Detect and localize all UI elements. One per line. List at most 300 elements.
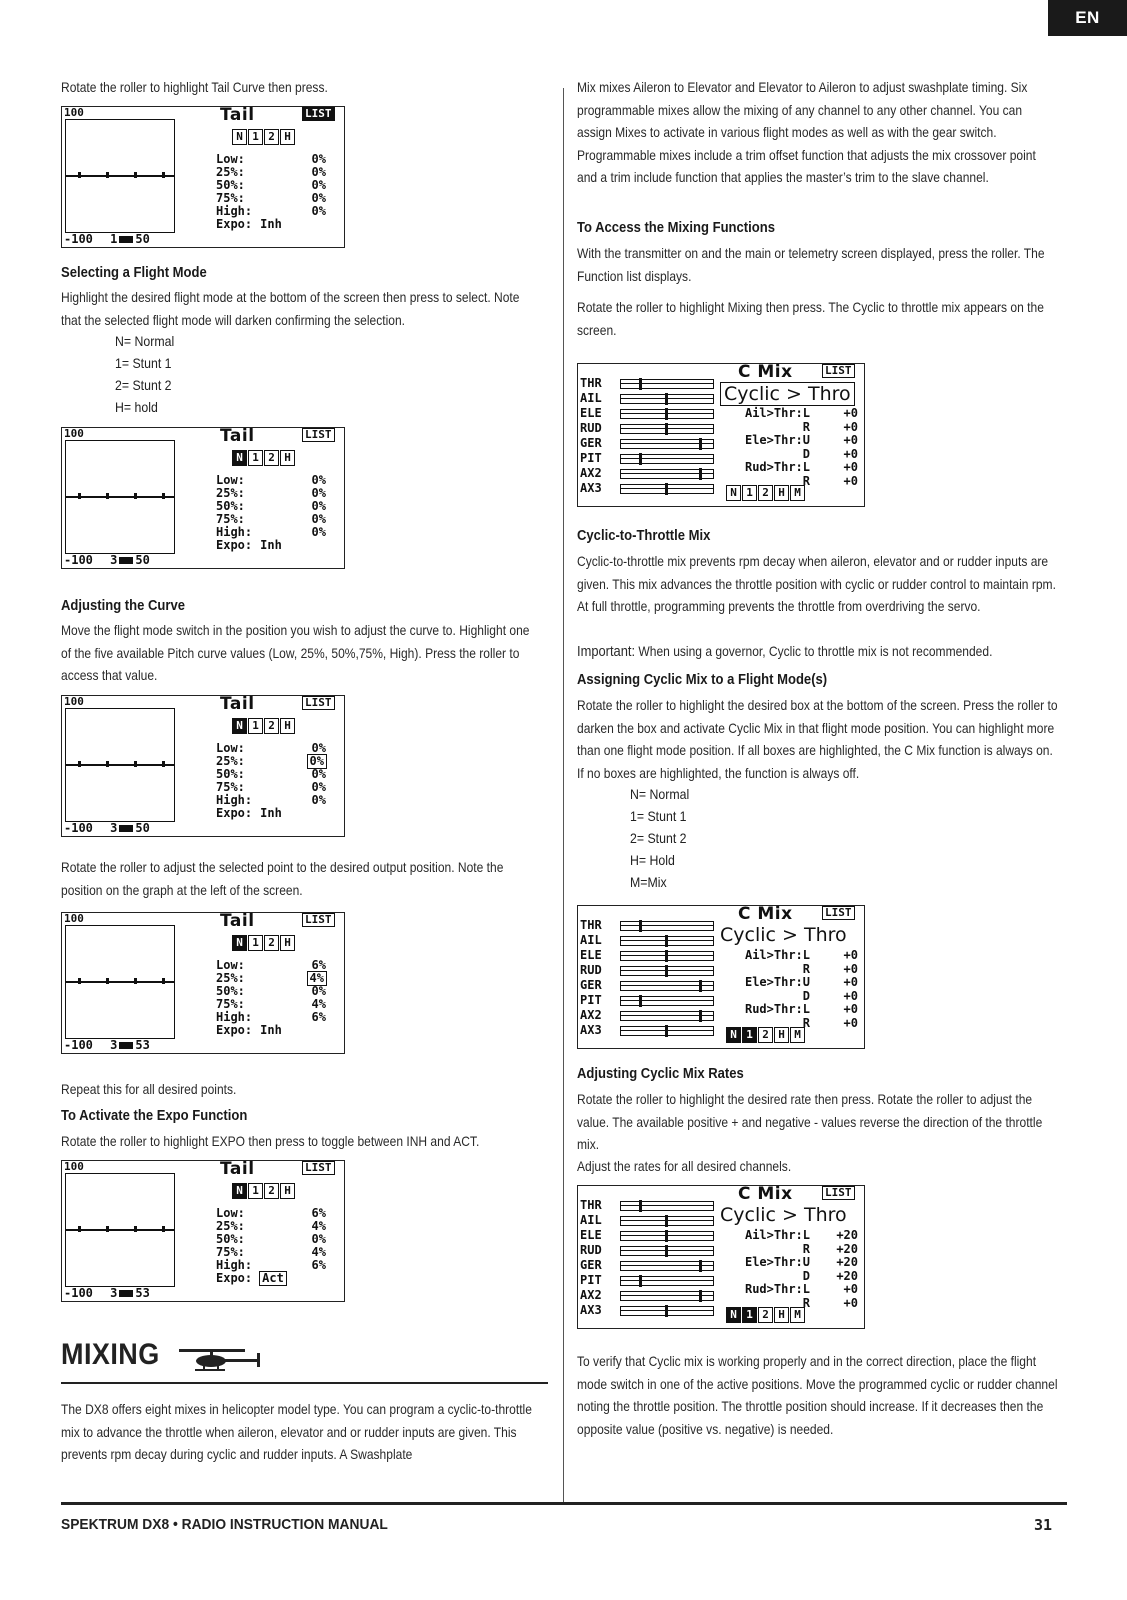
channel-bar: [620, 921, 714, 931]
list-button[interactable]: LIST: [302, 107, 335, 121]
position-readout: [64, 1038, 150, 1052]
channel-bar: [620, 379, 714, 389]
curve-point-value[interactable]: 0%: [311, 780, 326, 794]
curve-point-label: Low:: [216, 473, 245, 487]
flight-mode-box[interactable]: H: [280, 129, 295, 145]
flight-mode-box[interactable]: 2: [264, 129, 279, 145]
assign-text: Rotate the roller to highlight the desired box at the bottom of the screen. Press the roller to darken the box and activate Cyclic Mix in that flight mode position. You can highlight more than one flight mode position. If all boxes are highlighted, the C Mix function is always on. If no boxes are highlighted, the function is always off.: [577, 697, 1058, 781]
tail-curve-screen-5: [61, 1160, 345, 1302]
channel-label: RUD: [580, 421, 602, 435]
curve-point-value[interactable]: 4%: [311, 1219, 326, 1233]
flight-mode-box[interactable]: H: [774, 1027, 789, 1043]
flight-mode-box[interactable]: N: [232, 935, 247, 951]
mix-rate-value[interactable]: +0: [843, 961, 858, 976]
list-button[interactable]: LIST: [302, 913, 335, 927]
list-button[interactable]: LIST: [822, 364, 855, 378]
channel-bar: [620, 966, 714, 976]
cmix-screen-3: [577, 1185, 865, 1329]
verify-text: To verify that Cyclic mix is working properly and in the correct direction, place the flight mode switch in one of the active positions. Move the programmed cyclic or rudder channel noting the throttle position. The throttle position should increase. If it decreases then the opposite value (positive vs. negative) is needed.: [577, 1353, 1058, 1437]
curve-point-label: Low:: [216, 741, 245, 755]
curve-point: [106, 1226, 109, 1232]
expo-heading: To Activate the Expo Function: [61, 1108, 248, 1124]
mix-rate-value[interactable]: +0: [843, 473, 858, 488]
screen-title: Tail: [220, 106, 255, 125]
curve-line: [66, 981, 174, 983]
mix-rate-value[interactable]: +20: [836, 1268, 858, 1283]
curve-point-label: High:: [216, 1258, 253, 1272]
curve-point-label: 25%:: [216, 165, 245, 179]
curve-point-label: 25%:: [216, 754, 245, 768]
output-value: 50: [135, 232, 150, 246]
mix-rate-label: Ele>Thr:U: [744, 433, 810, 448]
curve-graph: [65, 1173, 175, 1287]
flight-mode-selector: [232, 1183, 295, 1199]
curve-point-value[interactable]: 0%: [311, 499, 326, 513]
channel-bar: [620, 1246, 714, 1256]
y-max-label: 100: [64, 695, 84, 708]
y-max-label: 100: [64, 427, 84, 440]
curve-point-value[interactable]: 4%: [311, 1245, 326, 1259]
channel-bar: [620, 424, 714, 434]
curve-point-label: 50%:: [216, 984, 245, 998]
arrow-icon: [119, 825, 133, 832]
mix-mode-stunt1: 1= Stunt 1: [630, 808, 687, 824]
curve-point-label: 75%:: [216, 512, 245, 526]
tail-curve-intro: Rotate the roller to highlight Tail Curve then press.: [61, 79, 328, 95]
curve-values: [216, 959, 326, 1037]
mix-mode-hold: H= Hold: [630, 852, 675, 868]
mix-rates: [718, 407, 858, 489]
curve-point: [78, 761, 81, 767]
curve-point-value[interactable]: 0%: [311, 512, 326, 526]
arrow-icon: [119, 236, 133, 243]
mix-description: Mix mixes Aileron to Elevator and Elevator to Aileron to adjust swashplate timing. Six programmable mixes allow the mixing of any channel to any other channel. You can assign Mixes to activate in various flight modes as well as with the gear switch. Programmable mixes include a trim offset function that adjusts the mix crossover point and a trim include function that applies the master’s trim to the slave channel.: [577, 79, 1036, 185]
stick-position: 3: [110, 821, 118, 835]
curve-point-label: Low:: [216, 152, 245, 166]
mixing-title-text: MIXING: [61, 1338, 160, 1371]
curve-point-value[interactable]: 4%: [309, 971, 324, 985]
mix-rate-label: R: [802, 473, 810, 488]
flight-mode-box[interactable]: H: [280, 1183, 295, 1199]
mix-rate-value[interactable]: +0: [843, 460, 858, 475]
curve-point: [106, 761, 109, 767]
expo-label: Expo:: [216, 538, 253, 552]
mix-mode-stunt2: 2= Stunt 2: [630, 830, 687, 846]
rates-text: Rotate the roller to highlight the desired rate then press. Rotate the roller to adjust the value. The available positive + and negative - values reverse the direction of the throttle mix.: [577, 1091, 1043, 1152]
mix-rate-label: R: [802, 1241, 810, 1256]
y-min-label: -100: [64, 1038, 93, 1052]
channel-bar: [620, 1276, 714, 1286]
curve-point: [78, 493, 81, 499]
curve-point: [134, 1226, 137, 1232]
expo-value[interactable]: Act: [262, 1271, 284, 1285]
curve-point-value[interactable]: 0%: [311, 793, 326, 807]
mix-mode-normal: N= Normal: [630, 786, 690, 802]
channel-label: AIL: [580, 1213, 602, 1227]
curve-graph: [65, 440, 175, 554]
channel-bar: [620, 1026, 714, 1036]
flight-mode-box[interactable]: 1: [742, 485, 757, 501]
expo-label: Expo:: [216, 217, 253, 231]
position-readout: [64, 232, 150, 246]
mix-rate-value[interactable]: +0: [843, 988, 858, 1003]
mix-rate-value[interactable]: +0: [843, 975, 858, 990]
curve-point-value[interactable]: 6%: [311, 1010, 326, 1024]
mix-rate-value[interactable]: +0: [843, 1015, 858, 1030]
flight-mode-box[interactable]: 1: [248, 718, 263, 734]
channel-label: AX2: [580, 1008, 602, 1022]
y-min-label: -100: [64, 821, 93, 835]
expo-value[interactable]: Inh: [260, 806, 282, 820]
tail-curve-screen-4: [61, 912, 345, 1054]
y-min-label: -100: [64, 232, 93, 246]
curve-point: [106, 172, 109, 178]
cmix-screen-2: [577, 905, 865, 1049]
column-divider: [563, 88, 564, 1502]
curve-point: [162, 493, 165, 499]
flight-mode-box[interactable]: N: [232, 1183, 247, 1199]
flight-mode-text: Highlight the desired flight mode at the bottom of the screen then press to select. Note that the selected flight mode will darken confirming the selection.: [61, 289, 520, 328]
adjust-curve-heading: Adjusting the Curve: [61, 598, 185, 614]
curve-point: [134, 172, 137, 178]
curve-point-value[interactable]: 6%: [311, 1258, 326, 1272]
curve-point-label: High:: [216, 204, 253, 218]
expo-text: Rotate the roller to highlight EXPO then press to toggle between INH and ACT.: [61, 1133, 480, 1149]
mix-rate-label: R: [802, 961, 810, 976]
flight-mode-box[interactable]: 2: [264, 1183, 279, 1199]
ctm-heading: Cyclic-to-Throttle Mix: [577, 528, 711, 544]
channel-label: RUD: [580, 1243, 602, 1257]
flight-mode-box[interactable]: 2: [758, 1307, 773, 1323]
expo-label: Expo:: [216, 1271, 253, 1285]
curve-point-label: 50%:: [216, 767, 245, 781]
flight-mode-selector: [726, 1027, 805, 1043]
mix-rate-label: Ail>Thr:L: [744, 406, 810, 420]
curve-point-value[interactable]: 0%: [311, 178, 326, 192]
curve-point-label: 50%:: [216, 1232, 245, 1246]
curve-point-value[interactable]: 0%: [311, 525, 326, 539]
curve-graph: [65, 119, 175, 233]
language-tab: EN: [1048, 0, 1127, 36]
screen-title: Tail: [220, 912, 255, 931]
important-text: When using a governor, Cyclic to throttle mix is not recommended.: [635, 643, 993, 659]
curve-point: [78, 978, 81, 984]
curve-point: [162, 172, 165, 178]
channel-bar: [620, 1201, 714, 1211]
channel-label: AX3: [580, 1303, 602, 1317]
ctm-text: Cyclic-to-throttle mix prevents rpm decay when aileron, elevator and or rudder inputs are given. This mix advances the throttle position with cyclic or rudder control to maintain rpm. At full throttle, programming prevents the throttle from overdriving the servo.: [577, 553, 1056, 614]
mixing-intro-text: The DX8 offers eight mixes in helicopter model type. You can program a cyclic-to-throttle mix to advance the throttle when aileron, elevator and or rudder inputs are given. This prevents rpm decay during cyclic and rudder inputs. A Swashplate: [61, 1401, 532, 1462]
mix-rate-value[interactable]: +0: [843, 1295, 858, 1310]
tail-curve-screen-1: [61, 106, 345, 248]
rates-text2: Adjust the rates for all desired channels.: [577, 1158, 792, 1174]
footer-rule: [61, 1502, 1067, 1505]
tail-curve-screen-2: [61, 427, 345, 569]
channel-bar: [620, 484, 714, 494]
arrow-icon: [119, 1290, 133, 1297]
rates-heading: Adjusting Cyclic Mix Rates: [577, 1066, 744, 1082]
curve-line: [66, 1229, 174, 1231]
flight-mode-selector: [232, 129, 295, 145]
mix-rate-label: D: [802, 446, 810, 461]
expo-value[interactable]: Inh: [260, 217, 282, 231]
flight-mode-box[interactable]: H: [280, 718, 295, 734]
screen-title: Tail: [220, 695, 255, 714]
curve-point-value[interactable]: 0%: [311, 165, 326, 179]
mix-rate-value[interactable]: +0: [843, 948, 858, 962]
channel-label: ELE: [580, 406, 602, 420]
flight-mode-selector: [232, 935, 295, 951]
adjust-curve-text: Move the flight mode switch in the position you wish to adjust the curve to. Highlight one of the five available Pitch curve values (Low, 25%, 50%,75%, High). Press the roller to access that value.: [61, 622, 530, 683]
mix-mode-mix: M=Mix: [630, 874, 667, 890]
mix-type-selector[interactable]: Cyclic > Thro: [720, 924, 847, 946]
channel-bar: [620, 1291, 714, 1301]
screen-title: C Mix: [738, 363, 793, 382]
stick-position: 3: [110, 1038, 118, 1052]
channel-label: AX3: [580, 1023, 602, 1037]
channel-bar: [620, 981, 714, 991]
channel-label: THR: [580, 1198, 602, 1212]
curve-point: [134, 493, 137, 499]
curve-point-value[interactable]: 0%: [311, 204, 326, 218]
assign-heading: Assigning Cyclic Mix to a Flight Mode(s): [577, 672, 828, 688]
curve-line: [66, 175, 174, 177]
channel-bar: [620, 1231, 714, 1241]
channel-label: AIL: [580, 391, 602, 405]
curve-point-value[interactable]: 0%: [309, 754, 324, 768]
channel-label: PIT: [580, 993, 602, 1007]
curve-line: [66, 764, 174, 766]
curve-values: [216, 742, 326, 820]
mix-rate-label: Rud>Thr:L: [744, 1002, 810, 1017]
list-button[interactable]: LIST: [822, 906, 855, 920]
access-mixing-text1: With the transmitter on and the main or telemetry screen displayed, press the roller. The Function list displays.: [577, 245, 1045, 284]
mix-rate-value[interactable]: +0: [843, 419, 858, 434]
mix-rate-label: R: [802, 1015, 810, 1030]
channel-label: PIT: [580, 451, 602, 465]
curve-point-label: 25%:: [216, 486, 245, 500]
channel-label: THR: [580, 376, 602, 390]
curve-point-label: 75%:: [216, 191, 245, 205]
mix-rates: [718, 949, 858, 1031]
flight-mode-box[interactable]: H: [280, 450, 295, 466]
flight-mode-box[interactable]: M: [790, 1307, 805, 1323]
channel-label: ELE: [580, 1228, 602, 1242]
list-button[interactable]: LIST: [302, 696, 335, 710]
flight-mode-box[interactable]: 2: [264, 718, 279, 734]
curve-point: [162, 978, 165, 984]
flight-mode-box[interactable]: N: [726, 1307, 741, 1323]
curve-point: [106, 978, 109, 984]
flight-mode-box[interactable]: 1: [248, 129, 263, 145]
list-button[interactable]: LIST: [302, 428, 335, 442]
curve-point-value[interactable]: 4%: [311, 997, 326, 1011]
mix-rate-label: Rud>Thr:L: [744, 460, 810, 475]
curve-point-value[interactable]: 6%: [311, 958, 326, 972]
channel-label: ELE: [580, 948, 602, 962]
flight-mode-box[interactable]: N: [726, 1027, 741, 1043]
curve-values: [216, 153, 326, 231]
curve-point-value[interactable]: 6%: [311, 1206, 326, 1220]
stick-position: 3: [110, 553, 118, 567]
curve-values: [216, 474, 326, 552]
mix-rate-label: Ail>Thr:L: [744, 1228, 810, 1242]
mix-rate-value[interactable]: +20: [836, 1241, 858, 1256]
mix-rate-value[interactable]: +0: [843, 433, 858, 448]
curve-point-label: 25%:: [216, 1219, 245, 1233]
curve-graph: [65, 925, 175, 1039]
mix-rate-value[interactable]: +0: [843, 1002, 858, 1017]
flight-mode-box[interactable]: 1: [248, 450, 263, 466]
position-readout: [64, 553, 150, 567]
curve-point-label: 50%:: [216, 499, 245, 513]
expo-label: Expo:: [216, 1023, 253, 1037]
list-button[interactable]: LIST: [822, 1186, 855, 1200]
mix-type-selector[interactable]: Cyclic > Thro: [720, 1204, 847, 1226]
page-number: 31: [1034, 1516, 1053, 1534]
screen-title: Tail: [220, 427, 255, 446]
curve-point-value[interactable]: 0%: [311, 486, 326, 500]
channel-bar: [620, 469, 714, 479]
mix-rate-value[interactable]: +20: [836, 1255, 858, 1270]
mix-rate-value[interactable]: +0: [843, 406, 858, 420]
curve-point-label: 75%:: [216, 1245, 245, 1259]
mix-rate-label: Ele>Thr:U: [744, 975, 810, 990]
channel-label: GER: [580, 1258, 602, 1272]
mix-rate-value[interactable]: +0: [843, 446, 858, 461]
flight-mode-box[interactable]: 2: [758, 1027, 773, 1043]
flight-mode-box[interactable]: 1: [248, 1183, 263, 1199]
y-min-label: -100: [64, 553, 93, 567]
mix-rate-label: Ele>Thr:U: [744, 1255, 810, 1270]
curve-line: [66, 496, 174, 498]
expo-value[interactable]: Inh: [260, 538, 282, 552]
flight-mode-box[interactable]: 1: [248, 935, 263, 951]
curve-point: [162, 761, 165, 767]
mix-rate-label: Ail>Thr:L: [744, 948, 810, 962]
channel-label: AIL: [580, 933, 602, 947]
position-readout: [64, 821, 150, 835]
channel-bar: [620, 394, 714, 404]
channel-label: AX2: [580, 1288, 602, 1302]
channel-bar: [620, 1011, 714, 1021]
flight-mode-box[interactable]: 1: [742, 1307, 757, 1323]
flight-mode-box[interactable]: H: [774, 485, 789, 501]
important-note: [577, 640, 1059, 664]
mix-rate-label: R: [802, 1295, 810, 1310]
screen-title: C Mix: [738, 905, 793, 924]
mixing-rule: [61, 1382, 548, 1384]
stick-position: 3: [110, 1286, 118, 1300]
curve-point-value[interactable]: 0%: [311, 984, 326, 998]
rotate-text: Rotate the roller to adjust the selected point to the desired output position. Note the position on the graph at the left of the screen.: [61, 859, 504, 898]
channel-label: GER: [580, 978, 602, 992]
flight-mode-box[interactable]: N: [232, 450, 247, 466]
flight-mode-box[interactable]: N: [726, 485, 741, 501]
repeat-text: Repeat this for all desired points.: [61, 1081, 237, 1097]
curve-point-label: 25%:: [216, 971, 245, 985]
curve-point-value[interactable]: 0%: [311, 473, 326, 487]
flight-mode-box[interactable]: 2: [264, 450, 279, 466]
mix-rate-label: D: [802, 988, 810, 1003]
curve-point-value[interactable]: 0%: [311, 767, 326, 781]
curve-point-label: High:: [216, 793, 253, 807]
expo-value[interactable]: Inh: [260, 1023, 282, 1037]
mix-rate-value[interactable]: +20: [836, 1228, 858, 1242]
flight-mode-selector: [232, 718, 295, 734]
curve-point: [162, 1226, 165, 1232]
flight-mode-box[interactable]: 2: [758, 485, 773, 501]
channel-label: THR: [580, 918, 602, 932]
flight-mode-box[interactable]: M: [790, 485, 805, 501]
channel-bar: [620, 1216, 714, 1226]
flight-mode-box[interactable]: H: [774, 1307, 789, 1323]
flight-mode-stunt2: 2= Stunt 2: [115, 377, 172, 393]
curve-point: [78, 172, 81, 178]
channel-bar: [620, 409, 714, 419]
y-max-label: 100: [64, 1160, 84, 1173]
mix-rate-value[interactable]: +0: [843, 1282, 858, 1297]
curve-point-label: 75%:: [216, 997, 245, 1011]
channel-label: PIT: [580, 1273, 602, 1287]
access-mixing-heading: To Access the Mixing Functions: [577, 220, 775, 236]
expo-label: Expo:: [216, 806, 253, 820]
flight-mode-box[interactable]: N: [232, 718, 247, 734]
curve-point-label: 50%:: [216, 178, 245, 192]
curve-point-label: 75%:: [216, 780, 245, 794]
mix-rate-label: R: [802, 419, 810, 434]
curve-point: [134, 978, 137, 984]
arrow-icon: [119, 1042, 133, 1049]
flight-mode-selector: [232, 450, 295, 466]
channel-bar: [620, 1261, 714, 1271]
curve-point-value[interactable]: 0%: [311, 741, 326, 755]
footer-title: SPEKTRUM DX8 • RADIO INSTRUCTION MANUAL: [61, 1516, 388, 1533]
channel-label: AX3: [580, 481, 602, 495]
curve-point-label: Low:: [216, 958, 245, 972]
mix-rates: [718, 1229, 858, 1311]
curve-point: [106, 493, 109, 499]
channel-label: AX2: [580, 466, 602, 480]
curve-point-label: High:: [216, 525, 253, 539]
position-readout: [64, 1286, 150, 1300]
mix-rate-label: D: [802, 1268, 810, 1283]
tail-curve-screen-3: [61, 695, 345, 837]
flight-mode-box[interactable]: M: [790, 1027, 805, 1043]
flight-mode-box[interactable]: 2: [264, 935, 279, 951]
curve-point-value[interactable]: 0%: [311, 191, 326, 205]
flight-mode-box[interactable]: 1: [742, 1027, 757, 1043]
helicopter-icon: [175, 1343, 269, 1375]
flight-mode-selector: [726, 485, 805, 501]
flight-mode-box[interactable]: H: [280, 935, 295, 951]
curve-point-value[interactable]: 0%: [311, 152, 326, 166]
cmix-screen-1: [577, 363, 865, 507]
flight-mode-selector: [726, 1307, 805, 1323]
flight-mode-normal: N= Normal: [115, 333, 175, 349]
output-value: 53: [135, 1038, 150, 1052]
output-value: 50: [135, 553, 150, 567]
curve-point-value[interactable]: 0%: [311, 1232, 326, 1246]
list-button[interactable]: LIST: [302, 1161, 335, 1175]
mix-type-selector[interactable]: Cyclic > Thro: [720, 382, 855, 406]
flight-mode-box[interactable]: N: [232, 129, 247, 145]
curve-point-label: Low:: [216, 1206, 245, 1220]
channel-bar: [620, 454, 714, 464]
output-value: 53: [135, 1286, 150, 1300]
flight-mode-stunt1: 1= Stunt 1: [115, 355, 172, 371]
arrow-icon: [119, 557, 133, 564]
